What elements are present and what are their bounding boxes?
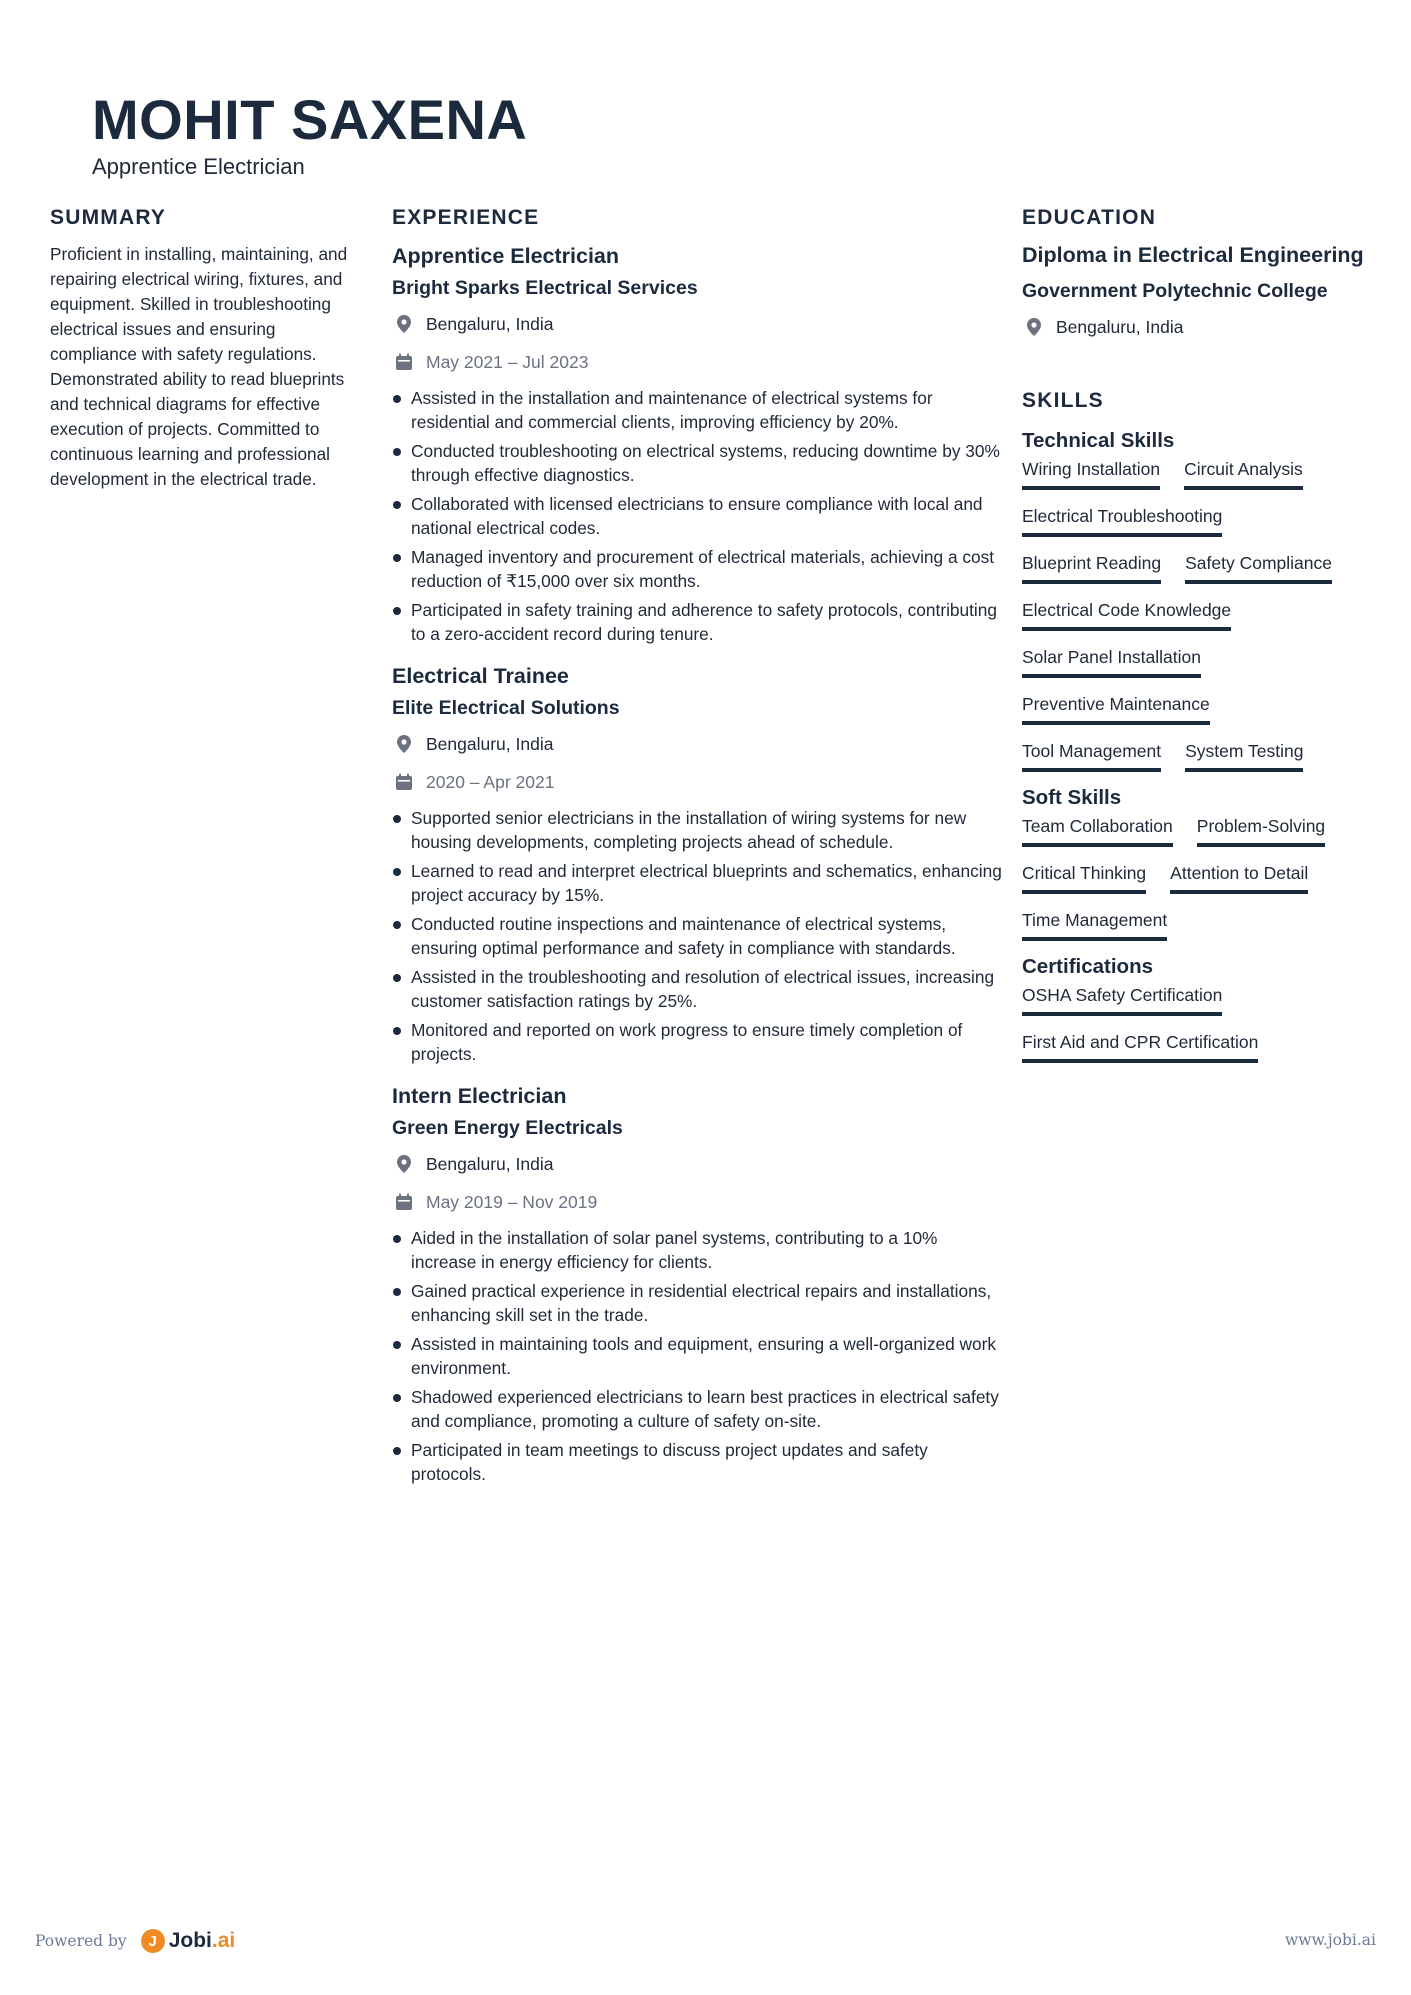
education-location-row [1022,315,1367,339]
skill-tag: Team Collaboration [1022,814,1173,847]
skill-group [1022,427,1367,772]
job-dates: May 2019 – Nov 2019 [426,1192,598,1212]
experience-section [392,204,1002,1502]
skill-tag: System Testing [1185,739,1303,772]
job-title: Apprentice Electrician [392,244,620,268]
skill-tag: Tool Management [1022,739,1161,772]
job-entry [392,242,1002,646]
job-bullet: Managed inventory and procurement of electrical materials, achieving a cost reduction of ₹15,000 over six months. [392,545,1002,593]
education-location: Bengaluru, India [1056,317,1184,337]
job-company: Bright Sparks Electrical Services [392,277,698,299]
job-bullets [392,1226,1002,1486]
job-bullets [392,806,1002,1066]
job-location: Bengaluru, India [426,1154,554,1174]
job-bullet: Assisted in the troubleshooting and resolution of electrical issues, increasing customer satisfaction ratings by 25%. [392,965,1002,1013]
job-bullet: Supported senior electricians in the installation of wiring systems for new housing developments, completing projects ahead of schedule. [392,806,1002,854]
logo-suffix: .ai [211,1929,236,1952]
location-pin-icon [1022,315,1046,339]
footer-branding [35,1929,235,1953]
job-bullet: Conducted routine inspections and maintenance of electrical systems, ensuring optimal performance and safety in compliance with standards. [392,912,1002,960]
skills-section [1022,387,1367,1063]
job-bullet: Conducted troubleshooting on electrical systems, reducing downtime by 30% through effective diagnostics. [392,439,1002,487]
skill-group [1022,784,1367,941]
skill-tag: Preventive Maintenance [1022,692,1210,725]
job-bullet: Learned to read and interpret electrical blueprints and schematics, enhancing project accuracy by 15%. [392,859,1002,907]
job-location-row [392,312,1002,336]
job-date-row [392,1190,1002,1214]
job-date-row [392,770,1002,794]
skill-tag: Problem-Solving [1197,814,1325,847]
location-pin-icon [392,312,416,336]
education-heading: EDUCATION [1022,206,1157,229]
candidate-name: MOHIT SAXENA [92,88,528,151]
skill-tags [1022,983,1367,1063]
education-degree: Diploma in Electrical Engineering [1022,243,1364,267]
calendar-icon [392,350,416,374]
skill-group [1022,953,1367,1063]
job-entry [392,1082,1002,1486]
skill-tag: Critical Thinking [1022,861,1146,894]
resume-header [92,88,527,180]
job-bullet: Aided in the installation of solar panel systems, contributing to a 10% increase in energy efficiency for clients. [392,1226,1002,1274]
skill-tag: Solar Panel Installation [1022,645,1201,678]
jobi-logo-text [169,1929,236,1953]
candidate-title: Apprentice Electrician [92,154,305,179]
skill-tag: Safety Compliance [1185,551,1332,584]
skill-tag: Circuit Analysis [1184,457,1303,490]
skill-tag: Time Management [1022,908,1167,941]
job-bullets [392,386,1002,646]
location-pin-icon [392,732,416,756]
skills-heading: SKILLS [1022,389,1104,412]
job-bullet: Collaborated with licensed electricians to ensure compliance with local and national electrical codes. [392,492,1002,540]
job-location: Bengaluru, India [426,314,554,334]
job-dates: May 2021 – Jul 2023 [426,352,589,372]
logo-name: Jobi [168,1929,212,1952]
skill-tag: Wiring Installation [1022,457,1160,490]
job-dates: 2020 – Apr 2021 [426,772,555,792]
calendar-icon [392,770,416,794]
skill-tags [1022,457,1367,772]
footer-website[interactable]: www.jobi.ai [1284,1931,1376,1949]
job-location-row [392,732,1002,756]
education-section [1022,204,1367,339]
skill-groups [1022,427,1367,1063]
job-entry [392,662,1002,1066]
skill-tag: Attention to Detail [1170,861,1308,894]
calendar-icon [392,1190,416,1214]
job-list [392,242,1002,1486]
job-date-row [392,350,1002,374]
job-bullet: Assisted in maintaining tools and equipment, ensuring a well-organized work environment. [392,1332,1002,1380]
skill-group-title: Technical Skills [1022,429,1175,452]
job-bullet: Participated in team meetings to discuss project updates and safety protocols. [392,1438,1002,1486]
sidebar-section [1022,204,1367,1063]
job-bullet: Gained practical experience in residential electrical repairs and installations, enhancing skill set in the trade. [392,1279,1002,1327]
powered-by-label: Powered by [35,1932,127,1950]
job-bullet: Monitored and reported on work progress to ensure timely completion of projects. [392,1018,1002,1066]
skill-group-title: Certifications [1022,955,1153,978]
job-bullet: Assisted in the installation and maintenance of electrical systems for residential and commercial clients, improving efficiency by 20%. [392,386,1002,434]
experience-heading: EXPERIENCE [392,206,540,229]
skill-tag: Electrical Troubleshooting [1022,504,1222,537]
job-title: Electrical Trainee [392,664,569,688]
skill-tag: First Aid and CPR Certification [1022,1030,1258,1063]
summary-section [50,204,365,492]
job-location: Bengaluru, India [426,734,554,754]
job-title: Intern Electrician [392,1084,567,1108]
job-company: Elite Electrical Solutions [392,697,620,719]
skill-group-title: Soft Skills [1022,786,1122,809]
job-bullet: Participated in safety training and adherence to safety protocols, contributing to a zero-accident record during tenure. [392,598,1002,646]
location-pin-icon [392,1152,416,1176]
job-bullet: Shadowed experienced electricians to learn best practices in electrical safety and compliance, promoting a culture of safety on-site. [392,1385,1002,1433]
job-company: Green Energy Electricals [392,1117,623,1139]
summary-heading: SUMMARY [50,206,167,229]
education-school: Government Polytechnic College [1022,280,1328,302]
summary-text: Proficient in installing, maintaining, and repairing electrical wiring, fixtures, and equipment. Skilled in troubleshooting electrical issues and ensuring compliance with safety regulations. Demonstrated ability to read blueprints and technical diagrams for effective execution of projects. Committed to continuous learning and professional development in the electrical trade. [50,244,348,489]
job-location-row [392,1152,1002,1176]
skill-tags [1022,814,1367,941]
skill-tag: Electrical Code Knowledge [1022,598,1231,631]
skill-tag: OSHA Safety Certification [1022,983,1222,1016]
skill-tag: Blueprint Reading [1022,551,1161,584]
jobi-logo-icon: J [141,1929,165,1953]
